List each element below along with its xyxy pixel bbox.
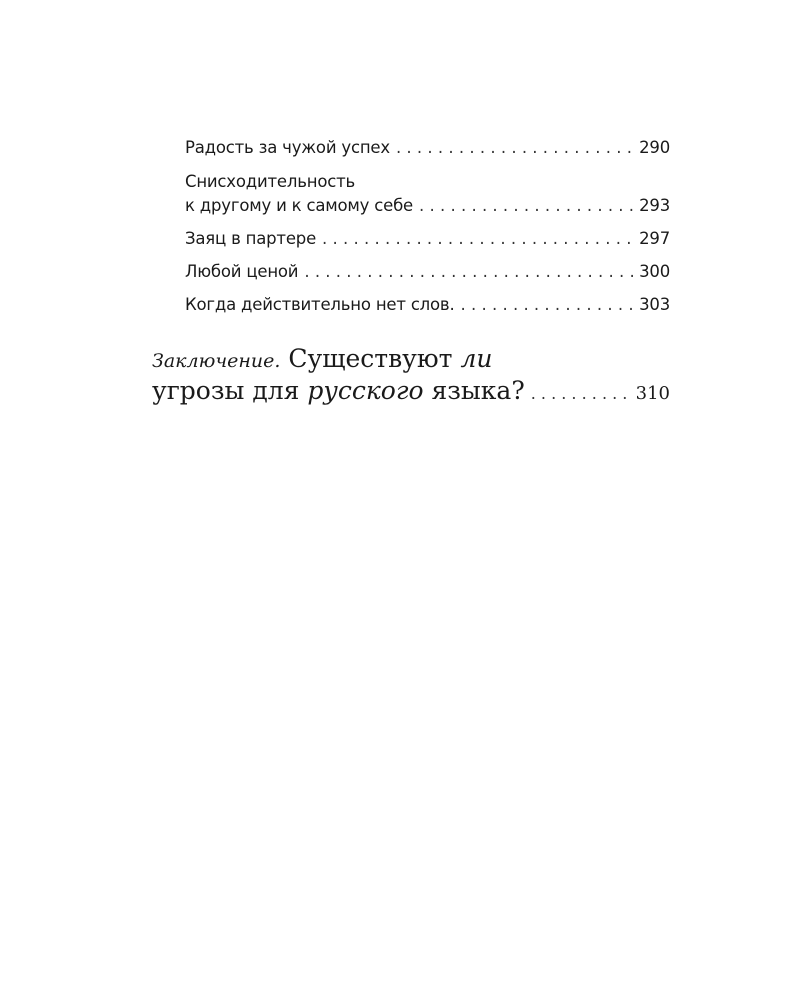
toc-entry-line [185, 293, 670, 317]
leader-dots [531, 379, 632, 409]
toc-entry-title: Любой ценой [185, 262, 299, 281]
leader-dots [419, 194, 635, 218]
toc-entry-line [185, 194, 670, 218]
toc-conclusion-entry[interactable] [152, 344, 670, 409]
conclusion-line [152, 376, 670, 409]
conclusion-title-part: угрозы для [152, 376, 300, 405]
toc-entry-title: Радость за чужой успех [185, 138, 390, 157]
toc-entry-title: Заяц в партере [185, 229, 317, 248]
leader-dots [322, 227, 635, 251]
conclusion-line [152, 344, 670, 376]
toc-entry-line [185, 260, 670, 284]
toc-entry-line [185, 227, 670, 251]
leader-dots [461, 293, 636, 317]
toc-entry-page: 290 [639, 138, 670, 157]
conclusion-title-italic: русского [307, 376, 424, 405]
toc-entry-page: 300 [639, 262, 670, 281]
conclusion-label: Заключение. [152, 350, 281, 372]
leader-dots [396, 136, 635, 160]
leader-dots [304, 260, 635, 284]
toc-entry-page: 297 [639, 229, 670, 248]
toc-entry[interactable] [185, 170, 670, 218]
toc-entry-line [185, 170, 670, 194]
toc-entry-title-line2: к другому и к самому себе [185, 196, 413, 215]
toc-entry[interactable] [185, 293, 670, 317]
toc-entry-page: 293 [639, 196, 670, 215]
toc-entry[interactable] [185, 227, 670, 251]
toc-entry[interactable] [185, 136, 670, 160]
conclusion-title-part: Существуют [288, 344, 453, 373]
conclusion-title-part: языка? [431, 376, 525, 405]
conclusion-page: 310 [635, 383, 670, 404]
toc-entry-title: Когда действительно нет слов. [185, 295, 455, 314]
toc-entry-line [185, 136, 670, 160]
toc-entry-page: 303 [639, 295, 670, 314]
toc-entry-title-line1: Снисходительность [185, 172, 356, 191]
conclusion-title-italic: ли [460, 344, 493, 373]
toc-entry[interactable] [185, 260, 670, 284]
